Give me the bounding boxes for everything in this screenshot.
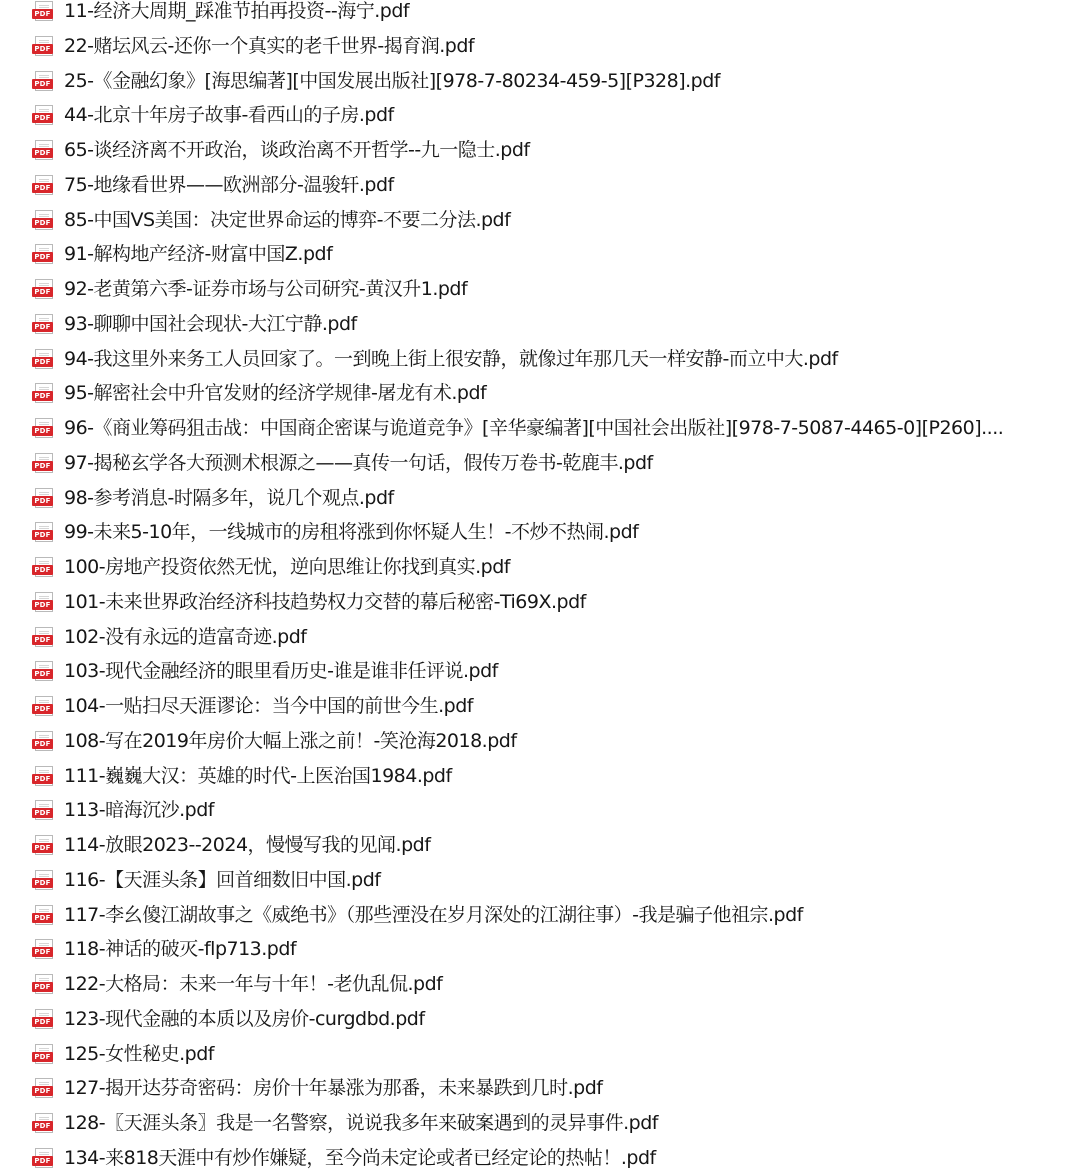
pdf-file-icon xyxy=(32,870,55,890)
pdf-file-icon xyxy=(32,974,55,994)
file-item[interactable] xyxy=(32,274,467,304)
pdf-file-icon xyxy=(32,105,55,125)
file-name: 127-揭开达芬奇密码：房价十年暴涨为那番，未来暴跌到几时.pdf xyxy=(64,1077,603,1100)
pdf-file-icon xyxy=(32,140,55,160)
pdf-file-icon xyxy=(32,557,55,577)
file-item[interactable] xyxy=(32,31,474,61)
file-item[interactable] xyxy=(32,587,586,617)
file-item[interactable] xyxy=(32,1143,656,1173)
file-item[interactable] xyxy=(32,830,430,860)
pdf-file-icon xyxy=(32,627,55,647)
file-item[interactable] xyxy=(32,795,214,825)
file-name: 111-巍巍大汉：英雄的时代-上医治国1984.pdf xyxy=(64,764,452,787)
file-item[interactable] xyxy=(32,761,452,791)
file-item[interactable] xyxy=(32,1073,602,1103)
file-item[interactable] xyxy=(32,517,638,547)
file-name: 25-《金融幻象》[海思编著][中国发展出版社][978-7-80234-459-5][P328].pdf xyxy=(64,69,720,92)
pdf-file-icon xyxy=(32,383,55,403)
file-name: 134-来818天涯中有炒作嫌疑，至今尚未定论或者已经定论的热帖！.pdf xyxy=(64,1146,656,1169)
pdf-icon-band: PDF xyxy=(32,843,53,853)
pdf-file-icon xyxy=(32,453,55,473)
pdf-icon-band: PDF xyxy=(32,496,53,506)
file-name: 100-房地产投资依然无忧，逆向思维让你找到真实.pdf xyxy=(64,556,510,578)
pdf-icon-band: PDF xyxy=(32,183,53,193)
file-item[interactable] xyxy=(32,309,357,339)
file-item[interactable] xyxy=(32,170,394,200)
file-name: 102-没有永远的造富奇迹.pdf xyxy=(64,625,307,648)
file-item[interactable] xyxy=(32,344,838,374)
pdf-file-icon xyxy=(32,279,55,299)
file-name: 108-写在2019年房价大幅上涨之前！-笑沧海2018.pdf xyxy=(64,729,517,752)
file-name: 98-参考消息-时隔多年，说几个观点.pdf xyxy=(64,486,394,509)
pdf-file-icon xyxy=(32,592,55,612)
file-item[interactable] xyxy=(32,552,510,582)
file-name: 95-解密社会中升官发财的经济学规律-屠龙有术.pdf xyxy=(64,382,487,405)
pdf-icon-band: PDF xyxy=(32,148,53,158)
pdf-file-icon xyxy=(32,175,55,195)
pdf-file-icon xyxy=(32,696,55,716)
file-name: 122-大格局：未来一年与十年！-老仇乱侃.pdf xyxy=(64,973,443,995)
pdf-icon-band: PDF xyxy=(32,635,53,645)
pdf-icon-band: PDF xyxy=(32,947,53,957)
pdf-file-icon xyxy=(32,1078,55,1098)
file-item[interactable] xyxy=(32,205,510,235)
pdf-icon-band: PDF xyxy=(32,252,53,262)
file-item[interactable] xyxy=(32,656,498,686)
file-item[interactable] xyxy=(32,691,473,721)
file-name: 92-老黄第六季-证券市场与公司研究-黄汉升1.pdf xyxy=(64,278,468,300)
pdf-file-icon xyxy=(32,210,55,230)
file-item[interactable] xyxy=(32,448,653,478)
pdf-icon-band: PDF xyxy=(32,79,53,89)
file-name: 99-未来5-10年，一线城市的房租将涨到你怀疑人生！-不炒不热闹.pdf xyxy=(64,521,639,544)
file-name: 125-女性秘史.pdf xyxy=(64,1042,214,1065)
file-name: 103-现代金融经济的眼里看历史-谁是谁非任评说.pdf xyxy=(64,660,498,683)
file-item[interactable] xyxy=(32,1039,214,1069)
pdf-icon-band: PDF xyxy=(32,808,53,818)
file-name: 118-神话的破灭-flp713.pdf xyxy=(64,938,297,961)
pdf-icon-band: PDF xyxy=(32,1156,53,1166)
pdf-icon-band: PDF xyxy=(32,391,53,401)
file-name: 97-揭秘玄学各大预测术根源之——真传一句话，假传万卷书-乾鹿丰.pdf xyxy=(64,451,653,474)
file-name: 22-赌坛风云-还你一个真实的老千世界-揭育润.pdf xyxy=(64,34,475,57)
file-name: 116-【天涯头条】回首细数旧中国.pdf xyxy=(64,868,381,891)
pdf-file-icon xyxy=(32,418,55,438)
pdf-icon-band: PDF xyxy=(32,669,53,679)
pdf-icon-band: PDF xyxy=(32,1086,53,1096)
pdf-file-icon xyxy=(32,488,55,508)
pdf-file-icon xyxy=(32,314,55,334)
pdf-icon-band: PDF xyxy=(32,461,53,471)
file-item[interactable] xyxy=(32,378,486,408)
pdf-file-icon xyxy=(32,766,55,786)
file-name: 44-北京十年房子故事-看西山的子房.pdf xyxy=(64,104,394,127)
pdf-icon-band: PDF xyxy=(32,739,53,749)
file-name: 65-谈经济离不开政治，谈政治离不开哲学--九一隐士.pdf xyxy=(64,139,530,161)
file-name: 94-我这里外来务工人员回家了。一到晚上街上很安静，就像过年那几天一样安静-而立中大.pdf xyxy=(64,347,838,370)
pdf-file-icon xyxy=(32,1,55,21)
pdf-icon-band: PDF xyxy=(32,878,53,888)
pdf-file-icon xyxy=(32,661,55,681)
pdf-file-icon xyxy=(32,800,55,820)
pdf-file-icon xyxy=(32,1113,55,1133)
pdf-icon-band: PDF xyxy=(32,1121,53,1131)
pdf-file-icon xyxy=(32,36,55,56)
file-item[interactable] xyxy=(32,0,409,26)
file-name: 117-李幺傻江湖故事之《威绝书》（那些湮没在岁月深处的江湖往事）-我是骗子他祖宗.pdf xyxy=(64,903,803,926)
file-item[interactable] xyxy=(32,934,296,964)
pdf-icon-band: PDF xyxy=(32,1017,53,1027)
file-item[interactable] xyxy=(32,622,306,652)
pdf-icon-band: PDF xyxy=(32,530,53,540)
file-item[interactable] xyxy=(32,1004,425,1034)
pdf-file-icon xyxy=(32,939,55,959)
pdf-icon-band: PDF xyxy=(32,704,53,714)
file-item[interactable] xyxy=(32,1108,658,1138)
pdf-file-icon xyxy=(32,1148,55,1168)
pdf-icon-band: PDF xyxy=(32,1052,53,1062)
pdf-icon-band: PDF xyxy=(32,218,53,228)
pdf-icon-band: PDF xyxy=(32,774,53,784)
file-name: 101-未来世界政治经济科技趋势权力交替的幕后秘密-Ti69X.pdf xyxy=(64,590,586,613)
pdf-file-icon xyxy=(32,1044,55,1064)
file-item[interactable] xyxy=(32,483,394,513)
pdf-icon-band: PDF xyxy=(32,600,53,610)
file-item[interactable] xyxy=(32,865,380,895)
file-name: 114-放眼2023--2024，慢慢写我的见闻.pdf xyxy=(64,834,431,856)
pdf-icon-band: PDF xyxy=(32,113,53,123)
file-name: 96-《商业筹码狙击战：中国商企密谋与诡道竞争》[辛华豪编著][中国社会出版社][978-7-5087-4465-0][P260].... xyxy=(64,417,1004,439)
pdf-file-icon xyxy=(32,522,55,542)
file-item[interactable] xyxy=(32,135,530,165)
file-item[interactable] xyxy=(32,239,332,269)
file-name: 113-暗海沉沙.pdf xyxy=(64,799,214,822)
pdf-icon-band: PDF xyxy=(32,287,53,297)
pdf-icon-band: PDF xyxy=(32,357,53,367)
file-name: 11-经济大周期_踩准节拍再投资--海宁.pdf xyxy=(64,0,410,22)
pdf-icon-band: PDF xyxy=(32,9,53,19)
file-name: 85-中国VS美国：决定世界命运的博弈-不要二分法.pdf xyxy=(64,208,511,231)
file-name: 128-〖天涯头条〗我是一名警察，说说我多年来破案遇到的灵异事件.pdf xyxy=(64,1112,658,1134)
file-name: 123-现代金融的本质以及房价-curgdbd.pdf xyxy=(64,1007,425,1030)
pdf-file-icon xyxy=(32,905,55,925)
file-name: 75-地缘看世界——欧洲部分-温骏轩.pdf xyxy=(64,173,394,196)
pdf-icon-band: PDF xyxy=(32,913,53,923)
file-item[interactable] xyxy=(32,900,803,930)
pdf-file-icon xyxy=(32,835,55,855)
pdf-icon-band: PDF xyxy=(32,44,53,54)
pdf-icon-band: PDF xyxy=(32,426,53,436)
file-name: 93-聊聊中国社会现状-大江宁静.pdf xyxy=(64,312,357,335)
pdf-icon-band: PDF xyxy=(32,565,53,575)
file-item[interactable] xyxy=(32,66,720,96)
pdf-icon-band: PDF xyxy=(32,322,53,332)
pdf-file-icon xyxy=(32,71,55,91)
file-name: 104-一贴扫尽天涯谬论：当今中国的前世今生.pdf xyxy=(64,695,473,717)
pdf-file-icon xyxy=(32,244,55,264)
pdf-icon-band: PDF xyxy=(32,982,53,992)
file-item[interactable] xyxy=(32,969,442,999)
file-name: 91-解构地产经济-财富中国Z.pdf xyxy=(64,243,333,266)
pdf-file-icon xyxy=(32,349,55,369)
file-item[interactable] xyxy=(32,100,394,130)
pdf-file-icon xyxy=(32,1009,55,1029)
file-item[interactable] xyxy=(32,413,1003,443)
pdf-file-icon xyxy=(32,731,55,751)
file-item[interactable] xyxy=(32,726,517,756)
